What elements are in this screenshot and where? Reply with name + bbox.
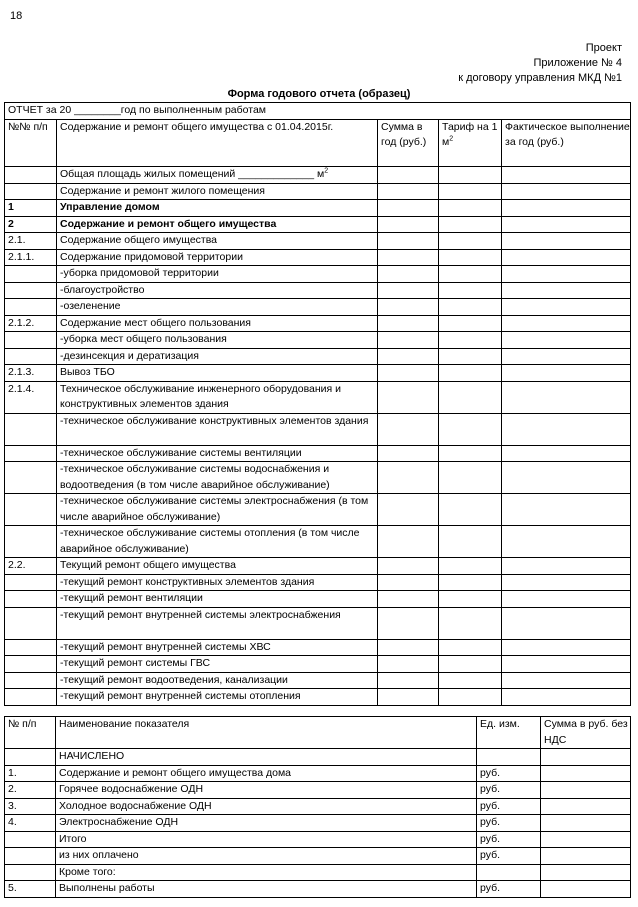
- row-name: Содержание и ремонт общего имущества дома: [56, 765, 477, 782]
- row-unit: руб.: [477, 848, 541, 865]
- row-text: -уборка мест общего пользования: [57, 332, 378, 349]
- tariff-label: Тариф на 1 м: [442, 120, 498, 148]
- row-text: -техническое обслуживание системы водоснабжения и водоотведения (в том числе аварийное обслуживание): [57, 462, 378, 494]
- row-actual: [502, 200, 631, 217]
- row-actual: [502, 249, 631, 266]
- row-actual: [502, 315, 631, 332]
- row-num: [5, 299, 57, 316]
- row-tariff: [439, 266, 502, 283]
- row-tariff: [439, 656, 502, 673]
- row-sum: [378, 249, 439, 266]
- row-num: 2.2.: [5, 558, 57, 575]
- row-sum: [378, 462, 439, 494]
- row-actual: [502, 591, 631, 608]
- row-actual: [502, 607, 631, 639]
- row-sum: [378, 365, 439, 382]
- row-text: -техническое обслуживание системы отопления (в том числе аварийное обслуживание): [57, 526, 378, 558]
- row-unit: руб.: [477, 815, 541, 832]
- row-text: Содержание придомовой территории: [57, 249, 378, 266]
- table-row: [5, 282, 631, 299]
- row-num: 3.: [5, 798, 56, 815]
- table-row: [5, 332, 631, 349]
- table-row: [5, 233, 631, 250]
- table-row: [5, 381, 631, 413]
- table-row: [5, 574, 631, 591]
- row-tariff: [439, 332, 502, 349]
- row-sum: [378, 494, 439, 526]
- row-text: Вывоз ТБО: [57, 365, 378, 382]
- table-row: [5, 864, 631, 881]
- indicators-table: [4, 716, 631, 898]
- row-unit: руб.: [477, 782, 541, 799]
- row-actual: [502, 413, 631, 445]
- col-header-sum: Сумма в руб. без НДС: [541, 717, 631, 749]
- row-num: [5, 749, 56, 766]
- row-unit: руб.: [477, 881, 541, 898]
- col-header-tariff: [439, 119, 502, 166]
- row-text: Содержание и ремонт жилого помещения: [57, 183, 378, 200]
- row-sum: [378, 183, 439, 200]
- table-row: [5, 831, 631, 848]
- row-sum: [378, 607, 439, 639]
- row-sum: [541, 864, 631, 881]
- row-name: НАЧИСЛЕНО: [56, 749, 477, 766]
- row-unit: руб.: [477, 765, 541, 782]
- table-row: [5, 689, 631, 706]
- row-actual: [502, 365, 631, 382]
- row-sum: [541, 831, 631, 848]
- row-tariff: [439, 348, 502, 365]
- row-sum: [541, 782, 631, 799]
- row-tariff: [439, 558, 502, 575]
- row-sum: [378, 381, 439, 413]
- row-text: -текущий ремонт водоотведения, канализации: [57, 672, 378, 689]
- row-tariff: [439, 315, 502, 332]
- row-sum: [378, 216, 439, 233]
- row-num: [5, 607, 57, 639]
- header-appendix: Приложение № 4: [533, 57, 622, 69]
- row-text: -текущий ремонт конструктивных элементов здания: [57, 574, 378, 591]
- row-actual: [502, 348, 631, 365]
- row-actual: [502, 526, 631, 558]
- row-num: 2.1.2.: [5, 315, 57, 332]
- row-num: [5, 445, 57, 462]
- table-row: [5, 494, 631, 526]
- cell-area: [57, 166, 378, 183]
- table-row: [5, 365, 631, 382]
- table-row: [5, 749, 631, 766]
- row-tariff: [439, 639, 502, 656]
- table-row: [5, 348, 631, 365]
- row-text: -благоустройство: [57, 282, 378, 299]
- row-tariff: [439, 233, 502, 250]
- row-num: [5, 282, 57, 299]
- row-text: -текущий ремонт системы ГВС: [57, 656, 378, 673]
- row-num: 2.1.1.: [5, 249, 57, 266]
- row-sum: [378, 574, 439, 591]
- row-text: -текущий ремонт внутренней системы электроснабжения: [57, 607, 378, 639]
- row-sum: [378, 591, 439, 608]
- row-num: [5, 183, 57, 200]
- row-sum: [378, 656, 439, 673]
- row-text: -техническое обслуживание системы вентиляции: [57, 445, 378, 462]
- row-sum: [541, 815, 631, 832]
- col-header-content: Содержание и ремонт общего имущества с 01.04.2015г.: [57, 119, 378, 166]
- row-sum: [541, 798, 631, 815]
- row-num: [5, 831, 56, 848]
- row-sum: [378, 689, 439, 706]
- row-text: -текущий ремонт вентиляции: [57, 591, 378, 608]
- row-num: [5, 348, 57, 365]
- row-num: [5, 689, 57, 706]
- row-num: [5, 526, 57, 558]
- row-actual: [502, 462, 631, 494]
- table-row: [5, 848, 631, 865]
- row-num: 2.: [5, 782, 56, 799]
- table-row: [5, 413, 631, 445]
- row-sum: [541, 765, 631, 782]
- row-actual: [502, 558, 631, 575]
- row-tariff: [439, 672, 502, 689]
- row-tariff: [439, 365, 502, 382]
- row-sum: [378, 526, 439, 558]
- row-num: [5, 656, 57, 673]
- row-num: [5, 332, 57, 349]
- row-sum: [378, 672, 439, 689]
- area-label: Общая площадь жилых помещений _____________ м: [60, 167, 325, 180]
- row-actual: [502, 332, 631, 349]
- area-sup: 2: [324, 167, 329, 174]
- row-unit: руб.: [477, 831, 541, 848]
- row-sum: [378, 299, 439, 316]
- row-num: 2: [5, 216, 57, 233]
- col-header-name: Наименование показателя: [56, 717, 477, 749]
- table-row: [5, 815, 631, 832]
- row-unit: руб.: [477, 798, 541, 815]
- row-num: 1: [5, 200, 57, 217]
- row-tariff: [439, 689, 502, 706]
- header-contract: к договору управления МКД №1: [458, 72, 622, 84]
- row-name: из них оплачено: [56, 848, 477, 865]
- row-tariff: [439, 413, 502, 445]
- row-name: Выполнены работы: [56, 881, 477, 898]
- row-tariff: [439, 526, 502, 558]
- row-tariff: [439, 216, 502, 233]
- row-sum: [541, 848, 631, 865]
- row-actual: [502, 445, 631, 462]
- row-actual: [502, 266, 631, 283]
- row-unit: [477, 749, 541, 766]
- row-name: Горячее водоснабжение ОДН: [56, 782, 477, 799]
- row-text: Техническое обслуживание инженерного оборудования и конструктивных элементов здания: [57, 381, 378, 413]
- table-row: [5, 881, 631, 898]
- table-row: [5, 798, 631, 815]
- row-actual: [502, 672, 631, 689]
- row-text: -техническое обслуживание конструктивных элементов здания: [57, 413, 378, 445]
- row-actual: [502, 494, 631, 526]
- annual-report-table: [4, 102, 631, 706]
- row-num: 5.: [5, 881, 56, 898]
- col-header-sum: Сумма в год (руб.): [378, 119, 439, 166]
- row-name: Электроснабжение ОДН: [56, 815, 477, 832]
- row-text: Содержание мест общего пользования: [57, 315, 378, 332]
- col-header-unit: Ед. изм.: [477, 717, 541, 749]
- row-tariff: [439, 249, 502, 266]
- table-row: [5, 639, 631, 656]
- row-num: [5, 672, 57, 689]
- row-num: [5, 266, 57, 283]
- row-num: 1.: [5, 765, 56, 782]
- row-text: Содержание общего имущества: [57, 233, 378, 250]
- table-row: [5, 183, 631, 200]
- row-num: [5, 639, 57, 656]
- row-sum: [378, 233, 439, 250]
- cell-num: [5, 166, 57, 183]
- row-sum: [378, 445, 439, 462]
- row-sum: [378, 413, 439, 445]
- table-row: [5, 607, 631, 639]
- row-sum: [378, 558, 439, 575]
- header-project: Проект: [585, 42, 622, 54]
- cell-empty: [378, 166, 439, 183]
- row-num: [5, 864, 56, 881]
- row-actual: [502, 299, 631, 316]
- table-row: [5, 315, 631, 332]
- row-actual: [502, 656, 631, 673]
- row-actual: [502, 574, 631, 591]
- table-row: [5, 782, 631, 799]
- row-actual: [502, 639, 631, 656]
- table-row: [5, 445, 631, 462]
- report-title-row: ОТЧЕТ за 20 ________год по выполненным работам: [5, 103, 631, 120]
- row-num: [5, 574, 57, 591]
- row-sum: [378, 266, 439, 283]
- row-num: 2.1.: [5, 233, 57, 250]
- table-row: [5, 672, 631, 689]
- row-text: -текущий ремонт внутренней системы ХВС: [57, 639, 378, 656]
- row-tariff: [439, 607, 502, 639]
- row-text: Текущий ремонт общего имущества: [57, 558, 378, 575]
- row-unit: [477, 864, 541, 881]
- row-text: -техническое обслуживание системы электроснабжения (в том числе аварийное обслуживание): [57, 494, 378, 526]
- row-sum: [541, 749, 631, 766]
- row-tariff: [439, 591, 502, 608]
- row-name: Кроме того:: [56, 864, 477, 881]
- row-text: -дезинсекция и дератизация: [57, 348, 378, 365]
- row-text: -уборка придомовой территории: [57, 266, 378, 283]
- row-sum: [378, 282, 439, 299]
- row-num: [5, 848, 56, 865]
- row-sum: [378, 200, 439, 217]
- table-row: [5, 266, 631, 283]
- row-tariff: [439, 200, 502, 217]
- col-header-num: №№ п/п: [5, 119, 57, 166]
- row-num: [5, 591, 57, 608]
- cell-empty: [439, 166, 502, 183]
- row-tariff: [439, 494, 502, 526]
- table-row: [5, 558, 631, 575]
- row-sum: [378, 348, 439, 365]
- row-name: Итого: [56, 831, 477, 848]
- table-row: [5, 299, 631, 316]
- table-row: [5, 526, 631, 558]
- row-num: [5, 494, 57, 526]
- row-num: 2.1.3.: [5, 365, 57, 382]
- form-title: Форма годового отчета (образец): [227, 88, 411, 100]
- row-tariff: [439, 445, 502, 462]
- row-sum: [378, 639, 439, 656]
- table-row: [5, 249, 631, 266]
- col-header-actual: Фактическое выполнение за год (руб.): [502, 119, 631, 166]
- row-text: -текущий ремонт внутренней системы отопления: [57, 689, 378, 706]
- table-row: [5, 765, 631, 782]
- row-tariff: [439, 299, 502, 316]
- table-row: [5, 591, 631, 608]
- row-tariff: [439, 574, 502, 591]
- page-number: 18: [10, 10, 23, 22]
- tariff-sup: 2: [449, 135, 454, 143]
- row-actual: [502, 282, 631, 299]
- row-actual: [502, 183, 631, 200]
- col-header-num: № п/п: [5, 717, 56, 749]
- row-tariff: [439, 282, 502, 299]
- row-name: Холодное водоснабжение ОДН: [56, 798, 477, 815]
- row-num: [5, 462, 57, 494]
- row-actual: [502, 216, 631, 233]
- row-sum: [541, 881, 631, 898]
- row-tariff: [439, 381, 502, 413]
- row-sum: [378, 315, 439, 332]
- cell-empty: [502, 166, 631, 183]
- row-text: -озеленение: [57, 299, 378, 316]
- table-row: [5, 656, 631, 673]
- table-row: [5, 200, 631, 217]
- row-num: [5, 413, 57, 445]
- table-row: [5, 462, 631, 494]
- row-tariff: [439, 462, 502, 494]
- table-row: [5, 216, 631, 233]
- row-tariff: [439, 183, 502, 200]
- row-actual: [502, 381, 631, 413]
- row-num: 4.: [5, 815, 56, 832]
- row-num: 2.1.4.: [5, 381, 57, 413]
- row-actual: [502, 233, 631, 250]
- row-actual: [502, 689, 631, 706]
- row-text: Содержание и ремонт общего имущества: [57, 216, 378, 233]
- row-text: Управление домом: [57, 200, 378, 217]
- row-sum: [378, 332, 439, 349]
